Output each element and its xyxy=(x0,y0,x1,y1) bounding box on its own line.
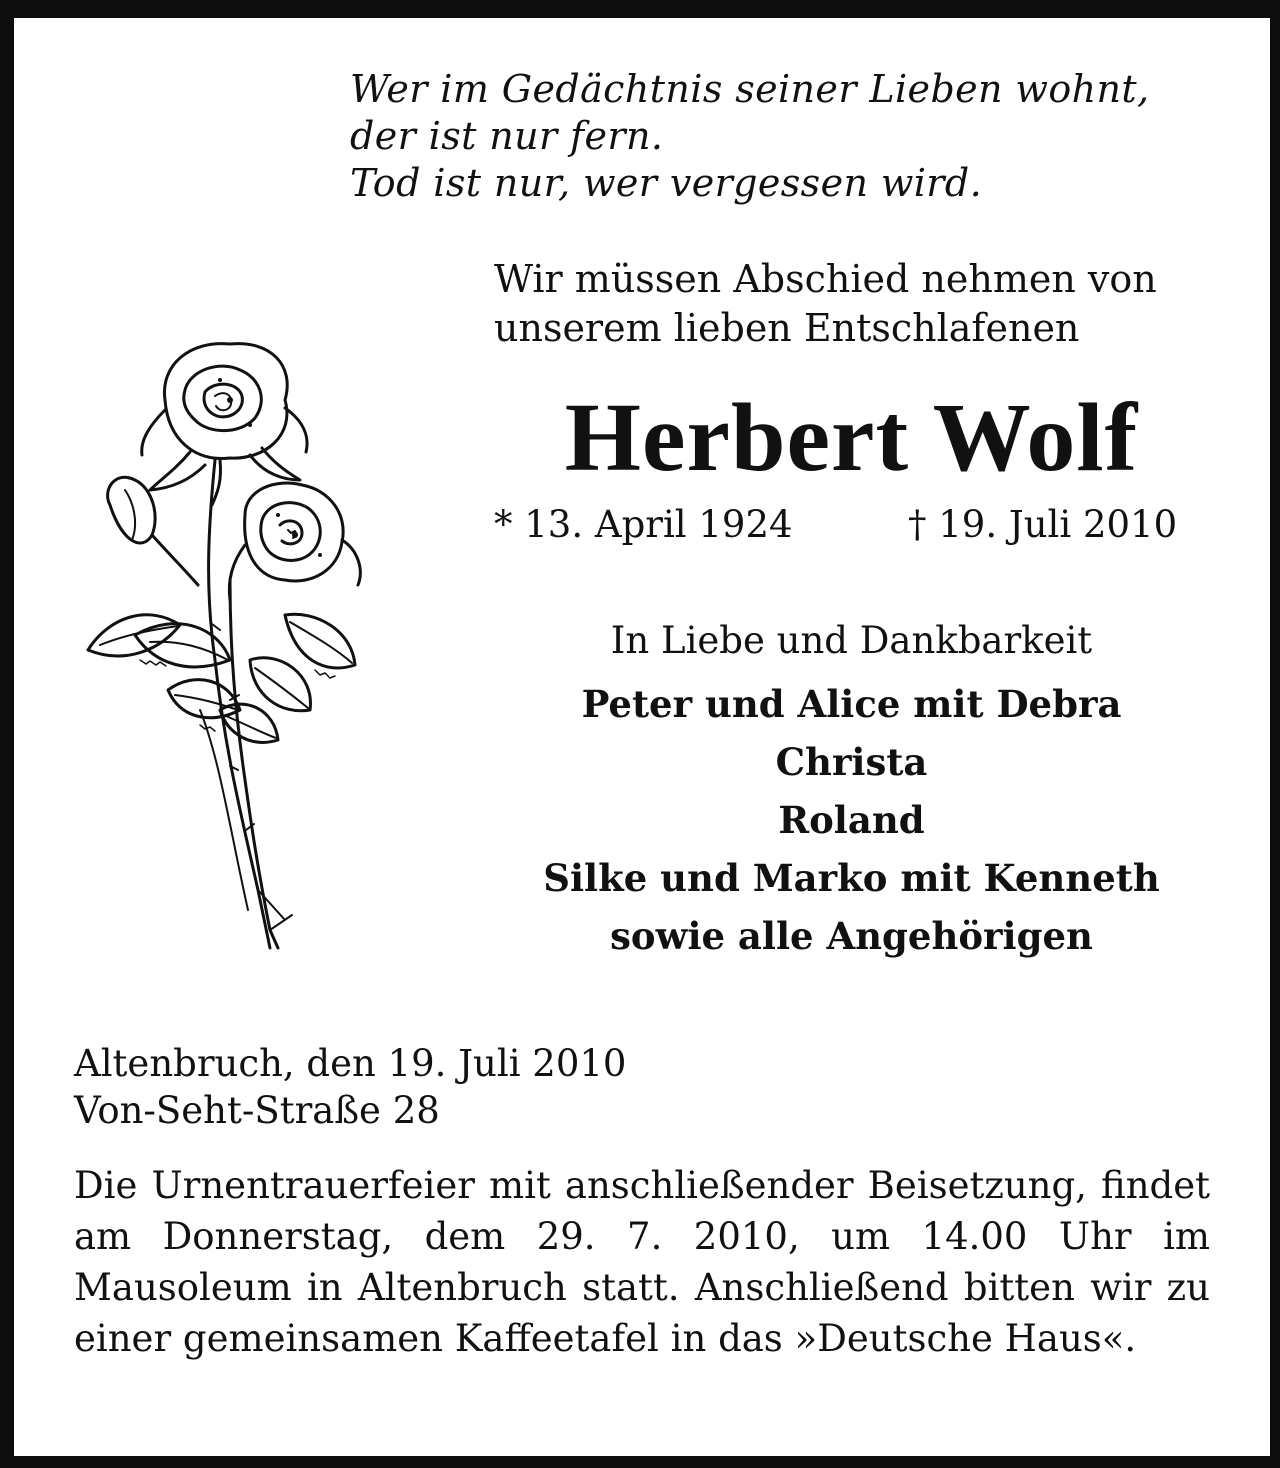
place-and-address xyxy=(74,1040,626,1134)
rose-icon xyxy=(80,330,370,970)
mourner-line: sowie alle Angehörigen xyxy=(610,914,1093,958)
poem-line: Tod ist nur, wer vergessen wird. xyxy=(350,161,983,205)
mourner-line: Silke und Marko mit Kenneth xyxy=(543,856,1160,900)
intro-line: Wir müssen Abschied nehmen von xyxy=(494,257,1157,301)
address-line: Von-Seht-Straße 28 xyxy=(74,1089,440,1132)
mourners-block xyxy=(494,615,1209,965)
deceased-name: Herbert Wolf xyxy=(564,384,1139,492)
birth-date: * 13. April 1924 xyxy=(494,503,793,546)
intro-line: unserem lieben Entschlafenen xyxy=(494,306,1080,350)
mourner-line: Christa xyxy=(775,740,928,784)
poem-line: Wer im Gedächtnis seiner Lieben wohnt, xyxy=(350,67,1150,111)
mourners-lead: In Liebe und Dankbarkeit xyxy=(610,619,1093,662)
mourner-line: Peter und Alice mit Debra xyxy=(581,682,1122,726)
ceremony-notice: Die Urnentrauerfeier mit anschließender Beisetzung, findet am Donnerstag, dem 29. 7. 2010, um 14.00 Uhr im Mausoleum in Altenbruch statt. Anschließend bitten wir zu einer gemeinsamen Kaffeetafel in das »Deutsche Haus«. xyxy=(74,1164,1210,1360)
farewell-intro xyxy=(494,255,1234,353)
memorial-poem xyxy=(350,66,1250,207)
mourner-line: Roland xyxy=(778,798,925,842)
place-date-line: Altenbruch, den 19. Juli 2010 xyxy=(74,1042,627,1085)
death-date: † 19. Juli 2010 xyxy=(908,503,1178,546)
poem-line: der ist nur fern. xyxy=(350,114,664,158)
